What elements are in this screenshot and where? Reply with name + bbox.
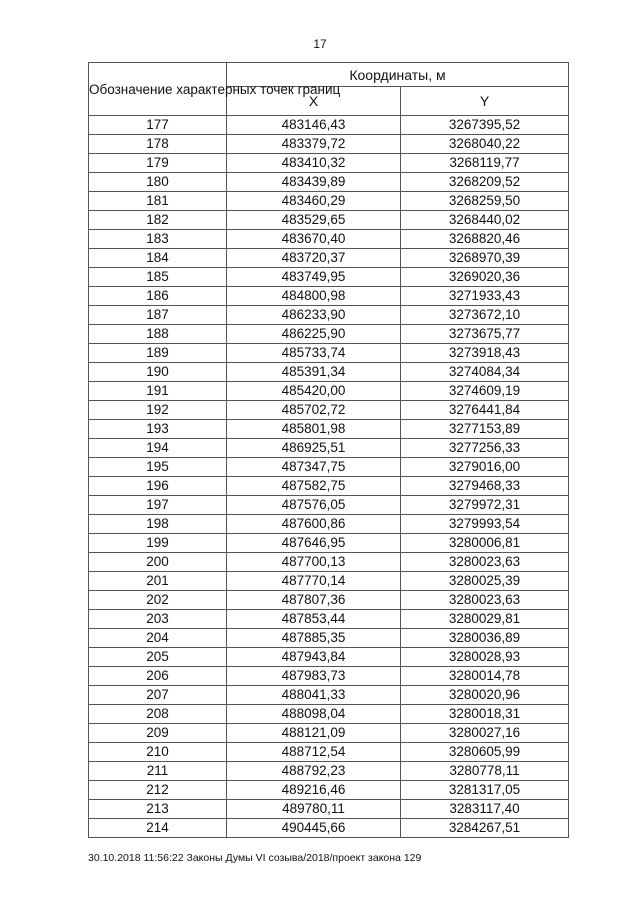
point-number-cell: 191 — [89, 382, 227, 401]
point-number-cell: 192 — [89, 401, 227, 420]
x-coordinate-cell: 486225,90 — [227, 325, 401, 344]
x-coordinate-cell: 488792,23 — [227, 762, 401, 781]
table-row — [89, 363, 569, 382]
point-number-cell: 181 — [89, 192, 227, 211]
point-number-cell: 214 — [89, 819, 227, 838]
y-coordinate-cell: 3268970,39 — [401, 249, 569, 268]
y-coordinate-cell: 3271933,43 — [401, 287, 569, 306]
y-coordinate-cell: 3280006,81 — [401, 534, 569, 553]
page-number: 17 — [313, 37, 327, 51]
point-number-cell: 190 — [89, 363, 227, 382]
table-row — [89, 154, 569, 173]
table-row — [89, 724, 569, 743]
y-coordinate-cell: 3273672,10 — [401, 306, 569, 325]
point-number-cell: 204 — [89, 629, 227, 648]
table-row — [89, 781, 569, 800]
table-row — [89, 268, 569, 287]
y-coordinate-cell: 3279016,00 — [401, 458, 569, 477]
x-coordinate-cell: 487600,86 — [227, 515, 401, 534]
point-number-cell: 210 — [89, 743, 227, 762]
table-row — [89, 382, 569, 401]
point-number-cell: 178 — [89, 135, 227, 154]
y-coordinate-cell: 3268820,46 — [401, 230, 569, 249]
point-number-cell: 194 — [89, 439, 227, 458]
table-row — [89, 401, 569, 420]
y-coordinate-cell: 3276441,84 — [401, 401, 569, 420]
x-coordinate-cell: 486233,90 — [227, 306, 401, 325]
x-coordinate-cell: 485391,34 — [227, 363, 401, 382]
coordinates-header: Координаты, м — [227, 63, 569, 87]
x-coordinate-cell: 485702,72 — [227, 401, 401, 420]
table-row — [89, 743, 569, 762]
y-coordinate-cell: 3280025,39 — [401, 572, 569, 591]
y-coordinate-cell: 3273675,77 — [401, 325, 569, 344]
y-coordinate-cell: 3280778,11 — [401, 762, 569, 781]
designation-header: Обозначение характерных точек границ — [89, 63, 227, 116]
x-coordinate-cell: 488098,04 — [227, 705, 401, 724]
x-coordinate-cell: 483460,29 — [227, 192, 401, 211]
y-coordinate-cell: 3280605,99 — [401, 743, 569, 762]
x-coordinate-cell: 483670,40 — [227, 230, 401, 249]
y-coordinate-cell: 3280018,31 — [401, 705, 569, 724]
point-number-cell: 186 — [89, 287, 227, 306]
x-coordinate-cell: 488121,09 — [227, 724, 401, 743]
table-row — [89, 667, 569, 686]
x-coordinate-cell: 487700,13 — [227, 553, 401, 572]
table-row — [89, 515, 569, 534]
x-coordinate-cell: 488041,33 — [227, 686, 401, 705]
point-number-cell: 189 — [89, 344, 227, 363]
point-number-cell: 179 — [89, 154, 227, 173]
y-coordinate-cell: 3281317,05 — [401, 781, 569, 800]
table-row — [89, 306, 569, 325]
table-row — [89, 192, 569, 211]
x-coordinate-cell: 487582,75 — [227, 477, 401, 496]
x-coordinate-cell: 485733,74 — [227, 344, 401, 363]
y-coordinate-cell: 3268119,77 — [401, 154, 569, 173]
table-row — [89, 572, 569, 591]
x-coordinate-cell: 487347,75 — [227, 458, 401, 477]
table-row — [89, 135, 569, 154]
x-coordinate-cell: 490445,66 — [227, 819, 401, 838]
y-coordinate-cell: 3280028,93 — [401, 648, 569, 667]
x-coordinate-cell: 483439,89 — [227, 173, 401, 192]
point-number-cell: 212 — [89, 781, 227, 800]
y-coordinate-cell: 3280023,63 — [401, 591, 569, 610]
table-row — [89, 420, 569, 439]
x-header: X — [227, 87, 401, 116]
x-coordinate-cell: 483146,43 — [227, 116, 401, 135]
table-row — [89, 496, 569, 515]
point-number-cell: 205 — [89, 648, 227, 667]
x-coordinate-cell: 483379,72 — [227, 135, 401, 154]
point-number-cell: 198 — [89, 515, 227, 534]
point-number-cell: 211 — [89, 762, 227, 781]
y-coordinate-cell: 3267395,52 — [401, 116, 569, 135]
y-coordinate-cell: 3280027,16 — [401, 724, 569, 743]
point-number-cell: 180 — [89, 173, 227, 192]
x-coordinate-cell: 489780,11 — [227, 800, 401, 819]
y-coordinate-cell: 3283117,40 — [401, 800, 569, 819]
point-number-cell: 188 — [89, 325, 227, 344]
table-row — [89, 534, 569, 553]
table-row — [89, 553, 569, 572]
point-number-cell: 196 — [89, 477, 227, 496]
point-number-cell: 187 — [89, 306, 227, 325]
x-coordinate-cell: 487943,84 — [227, 648, 401, 667]
point-number-cell: 207 — [89, 686, 227, 705]
point-number-cell: 197 — [89, 496, 227, 515]
x-coordinate-cell: 483410,32 — [227, 154, 401, 173]
coordinates-table — [88, 62, 569, 838]
y-coordinate-cell: 3277256,33 — [401, 439, 569, 458]
x-coordinate-cell: 484800,98 — [227, 287, 401, 306]
point-number-cell: 203 — [89, 610, 227, 629]
point-number-cell: 177 — [89, 116, 227, 135]
point-number-cell: 193 — [89, 420, 227, 439]
point-number-cell: 208 — [89, 705, 227, 724]
y-coordinate-cell: 3268209,52 — [401, 173, 569, 192]
point-number-cell: 201 — [89, 572, 227, 591]
x-coordinate-cell: 487807,36 — [227, 591, 401, 610]
table-row — [89, 173, 569, 192]
table-row — [89, 458, 569, 477]
y-coordinate-cell: 3268259,50 — [401, 192, 569, 211]
point-number-cell: 195 — [89, 458, 227, 477]
x-coordinate-cell: 487646,95 — [227, 534, 401, 553]
x-coordinate-cell: 487576,05 — [227, 496, 401, 515]
table-row — [89, 439, 569, 458]
table-row — [89, 230, 569, 249]
y-coordinate-cell: 3284267,51 — [401, 819, 569, 838]
point-number-cell: 183 — [89, 230, 227, 249]
table-row — [89, 344, 569, 363]
y-coordinate-cell: 3279972,31 — [401, 496, 569, 515]
table-row — [89, 591, 569, 610]
y-header: Y — [401, 87, 569, 116]
y-coordinate-cell: 3269020,36 — [401, 268, 569, 287]
y-coordinate-cell: 3280020,96 — [401, 686, 569, 705]
table-row — [89, 819, 569, 838]
table-row — [89, 705, 569, 724]
point-number-cell: 200 — [89, 553, 227, 572]
x-coordinate-cell: 487885,35 — [227, 629, 401, 648]
y-coordinate-cell: 3279468,33 — [401, 477, 569, 496]
x-coordinate-cell: 483749,95 — [227, 268, 401, 287]
x-coordinate-cell: 486925,51 — [227, 439, 401, 458]
table-body — [89, 116, 569, 838]
table-row — [89, 116, 569, 135]
y-coordinate-cell: 3280023,63 — [401, 553, 569, 572]
point-number-cell: 184 — [89, 249, 227, 268]
x-coordinate-cell: 489216,46 — [227, 781, 401, 800]
table-row — [89, 211, 569, 230]
table-row — [89, 800, 569, 819]
table-row — [89, 325, 569, 344]
y-coordinate-cell: 3279993,54 — [401, 515, 569, 534]
y-coordinate-cell: 3273918,43 — [401, 344, 569, 363]
y-coordinate-cell: 3274609,19 — [401, 382, 569, 401]
point-number-cell: 213 — [89, 800, 227, 819]
point-number-cell: 199 — [89, 534, 227, 553]
y-coordinate-cell: 3280029,81 — [401, 610, 569, 629]
point-number-cell: 209 — [89, 724, 227, 743]
y-coordinate-cell: 3274084,34 — [401, 363, 569, 382]
point-number-cell: 182 — [89, 211, 227, 230]
table-row — [89, 686, 569, 705]
y-coordinate-cell: 3268040,22 — [401, 135, 569, 154]
table-row — [89, 287, 569, 306]
x-coordinate-cell: 483720,37 — [227, 249, 401, 268]
table-row — [89, 249, 569, 268]
table-row — [89, 762, 569, 781]
x-coordinate-cell: 487853,44 — [227, 610, 401, 629]
point-number-cell: 185 — [89, 268, 227, 287]
x-coordinate-cell: 485801,98 — [227, 420, 401, 439]
table-row — [89, 629, 569, 648]
y-coordinate-cell: 3280014,78 — [401, 667, 569, 686]
x-coordinate-cell: 483529,65 — [227, 211, 401, 230]
y-coordinate-cell: 3277153,89 — [401, 420, 569, 439]
table-row — [89, 610, 569, 629]
table-row — [89, 477, 569, 496]
y-coordinate-cell: 3268440,02 — [401, 211, 569, 230]
x-coordinate-cell: 487770,14 — [227, 572, 401, 591]
point-number-cell: 206 — [89, 667, 227, 686]
x-coordinate-cell: 487983,73 — [227, 667, 401, 686]
y-coordinate-cell: 3280036,89 — [401, 629, 569, 648]
x-coordinate-cell: 488712,54 — [227, 743, 401, 762]
footer-text: 30.10.2018 11:56:22 Законы Думы VI созыва/2018/проект закона 129 — [88, 852, 422, 864]
point-number-cell: 202 — [89, 591, 227, 610]
x-coordinate-cell: 485420,00 — [227, 382, 401, 401]
table-row — [89, 648, 569, 667]
